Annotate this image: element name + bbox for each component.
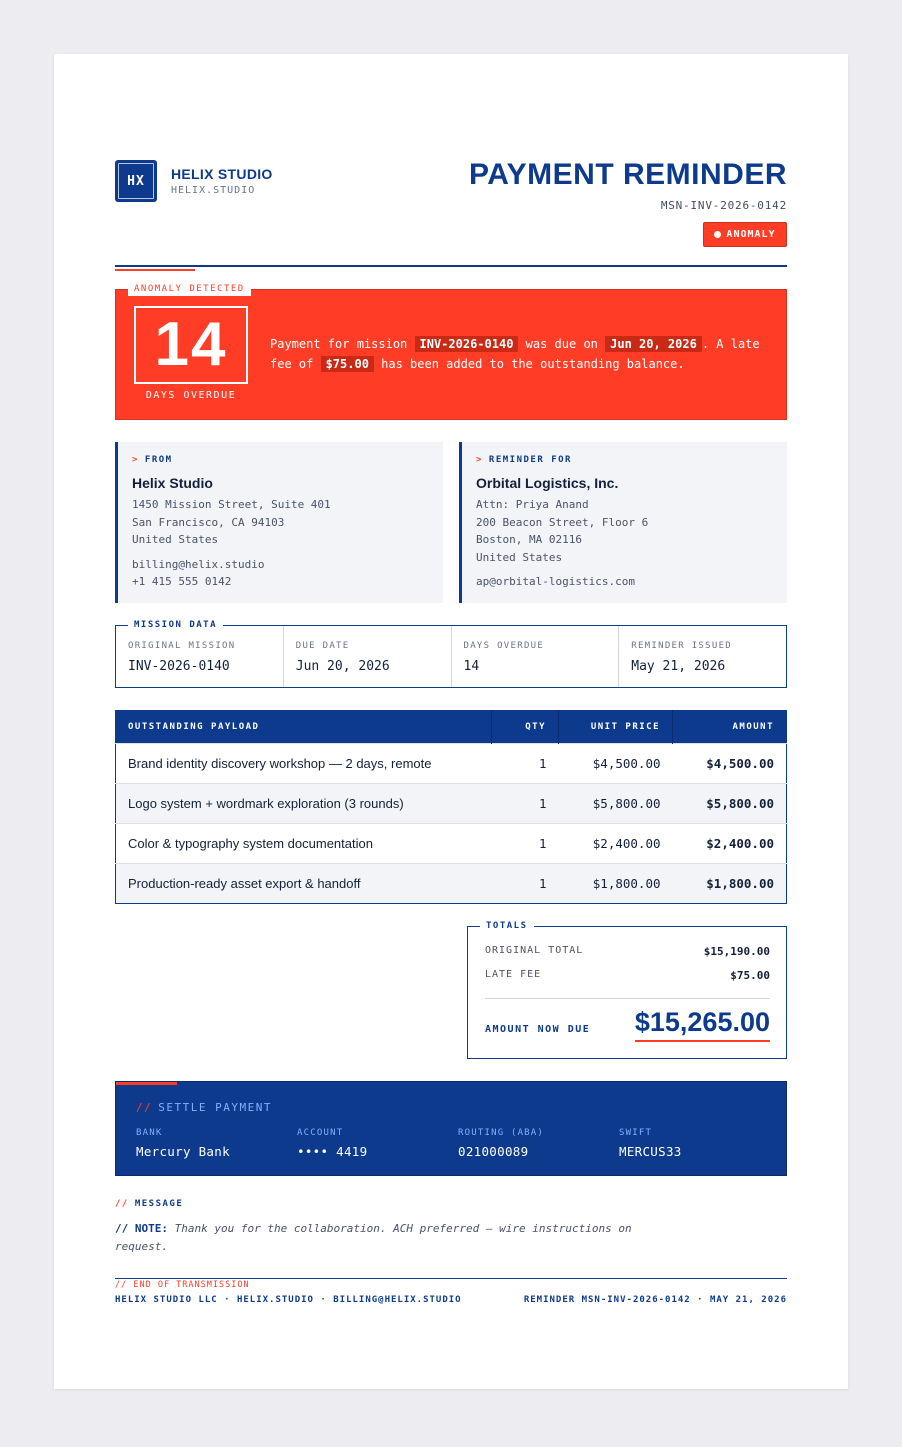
days-overdue-box (134, 306, 248, 384)
mission-cell-value: Jun 20, 2026 (295, 659, 390, 674)
totals-divider (485, 998, 770, 999)
slash-icon: // (136, 1101, 153, 1114)
days-overdue-label: DAYS OVERDUE (145, 390, 237, 401)
column-header-qty: QTY (492, 711, 559, 744)
from-name: Helix Studio (132, 475, 213, 491)
end-of-transmission-label: // END OF TRANSMISSION (115, 1280, 250, 1290)
table-header-row (116, 711, 787, 744)
item-unit-price: $4,500.00 (559, 744, 673, 784)
brand-name: HELIX STUDIO (171, 166, 273, 182)
table-row (116, 784, 787, 824)
footer (115, 1295, 787, 1305)
alert-text-4: has been added to the outstanding balance. (373, 357, 685, 371)
note-body: Thank you for the collaboration. ACH preferred — wire instructions on request. (115, 1222, 632, 1253)
to-address-line: Boston, MA 02116 (476, 533, 582, 546)
alert-message (270, 334, 760, 374)
from-label-text: FROM (144, 455, 173, 465)
anomaly-alert (115, 284, 787, 420)
late-fee-label: LATE FEE (485, 969, 542, 980)
settle-title (136, 1101, 272, 1114)
column-header-unit-price: UNIT PRICE (559, 711, 673, 744)
to-label-text: REMINDER FOR (488, 455, 572, 465)
mission-data (115, 620, 787, 688)
from-label (132, 455, 173, 465)
item-amount: $4,500.00 (673, 744, 787, 784)
settle-payment-panel (115, 1081, 787, 1176)
bank-label: BANK (136, 1128, 163, 1138)
item-qty: 1 (492, 864, 559, 904)
item-amount: $1,800.00 (673, 864, 787, 904)
mission-cell-label: DUE DATE (295, 641, 350, 651)
amount-due-value: $15,265.00 (635, 1007, 770, 1042)
alert-text-1: Payment for mission (270, 337, 415, 351)
routing-label: ROUTING (ABA) (458, 1128, 545, 1138)
bank-field (136, 1128, 230, 1159)
spacer (476, 566, 648, 573)
mission-cell-label: ORIGINAL MISSION (128, 641, 236, 651)
footer-reference: REMINDER MSN-INV-2026-0142 · MAY 21, 2026 (523, 1295, 787, 1305)
to-address-line: Attn: Priya Anand (476, 498, 589, 511)
swift-value: MERCUS33 (619, 1144, 682, 1159)
alert-text-2: was due on (518, 337, 606, 351)
mission-cell (452, 626, 620, 687)
message-text (115, 1220, 675, 1256)
mission-cell-label: DAYS OVERDUE (463, 641, 545, 651)
logo-text: HX (127, 173, 145, 189)
item-unit-price: $2,400.00 (559, 824, 673, 864)
note-label: // NOTE: (115, 1222, 168, 1235)
to-address-line: 200 Beacon Street, Floor 6 (476, 515, 649, 529)
alert-dot-icon (714, 231, 721, 238)
mission-cell-value: INV-2026-0140 (128, 659, 230, 674)
invoice-page (54, 54, 848, 1389)
from-party (115, 442, 443, 603)
settle-title-text: SETTLE PAYMENT (158, 1101, 272, 1114)
item-unit-price: $5,800.00 (559, 784, 673, 824)
brand-site: HELIX.STUDIO (171, 185, 256, 196)
alert-late-fee: $75.00 (321, 356, 374, 372)
amount-due-label: AMOUNT NOW DUE (485, 1024, 591, 1035)
item-qty: 1 (492, 784, 559, 824)
header-divider (115, 265, 787, 267)
status-badge (703, 222, 787, 247)
mission-cell-label: REMINDER ISSUED (631, 641, 733, 651)
to-party (459, 442, 787, 603)
swift-field (619, 1128, 682, 1159)
item-description: Logo system + wordmark exploration (3 rounds) (116, 784, 492, 824)
to-label (476, 455, 572, 465)
totals-box (467, 921, 787, 1059)
mission-cell-value: May 21, 2026 (631, 659, 726, 674)
mission-cell (116, 626, 284, 687)
header-accent-line (115, 269, 195, 271)
chevron-right-icon: > (132, 455, 139, 465)
footer-divider (115, 1278, 787, 1279)
alert-text-3: . A late fee of (270, 337, 760, 371)
chevron-right-icon: > (476, 455, 483, 465)
footer-company: HELIX STUDIO LLC · HELIX.STUDIO · BILLING@HELIX.STUDIO (115, 1295, 462, 1305)
swift-label: SWIFT (619, 1128, 653, 1138)
account-field (297, 1128, 367, 1159)
account-value: •••• 4419 (297, 1144, 368, 1159)
item-description: Color & typography system documentation (116, 824, 492, 864)
table-row (116, 824, 787, 864)
status-badge-label: ANOMALY (726, 229, 776, 240)
logo (115, 160, 157, 202)
mission-data-tag: MISSION DATA (128, 618, 223, 632)
alert-tag: ANOMALY DETECTED (128, 282, 251, 296)
to-email: ap@orbital-logistics.com (476, 575, 635, 588)
routing-field (458, 1128, 544, 1159)
late-fee-value: $75.00 (730, 969, 770, 982)
settle-accent-line (116, 1082, 177, 1085)
document-number: MSN-INV-2026-0142 (660, 199, 787, 212)
message-label (115, 1199, 183, 1209)
from-address-line: San Francisco, CA 94103 (132, 515, 285, 529)
to-details (476, 496, 648, 591)
item-qty: 1 (492, 824, 559, 864)
from-phone: +1 415 555 0142 (132, 575, 232, 588)
line-items-table (115, 710, 787, 904)
table-row (116, 864, 787, 904)
table-row (116, 744, 787, 784)
message-label-text: MESSAGE (134, 1199, 184, 1209)
original-total-value: $15,190.00 (703, 945, 770, 958)
to-address-line: United States (476, 550, 563, 564)
item-description: Brand identity discovery workshop — 2 days, remote (116, 744, 492, 784)
column-header-description: OUTSTANDING PAYLOAD (116, 711, 492, 744)
days-overdue-count: 14 (154, 310, 228, 379)
item-amount: $2,400.00 (673, 824, 787, 864)
original-total-row (485, 945, 770, 958)
page-title: PAYMENT REMINDER (468, 158, 787, 191)
totals-tag: TOTALS (480, 919, 534, 933)
alert-due-date: Jun 20, 2026 (605, 336, 702, 352)
alert-mission-id: INV-2026-0140 (415, 336, 519, 352)
item-description: Production-ready asset export & handoff (116, 864, 492, 904)
slash-icon: // (115, 1199, 129, 1209)
spacer (132, 549, 331, 556)
mission-cell (284, 626, 452, 687)
item-unit-price: $1,800.00 (559, 864, 673, 904)
column-header-amount: AMOUNT (673, 711, 787, 744)
item-amount: $5,800.00 (673, 784, 787, 824)
late-fee-row (485, 969, 770, 982)
to-name: Orbital Logistics, Inc. (476, 475, 619, 491)
from-details (132, 496, 331, 591)
mission-cell (619, 626, 786, 687)
routing-value: 021000089 (458, 1144, 529, 1159)
bank-value: Mercury Bank (136, 1144, 230, 1159)
account-label: ACCOUNT (297, 1128, 344, 1138)
from-email: billing@helix.studio (132, 557, 265, 571)
original-total-label: ORIGINAL TOTAL (485, 945, 584, 956)
from-address-line: 1450 Mission Street, Suite 401 (132, 498, 331, 511)
item-qty: 1 (492, 744, 559, 784)
from-address-line: United States (132, 533, 219, 546)
mission-cell-value: 14 (463, 659, 480, 674)
